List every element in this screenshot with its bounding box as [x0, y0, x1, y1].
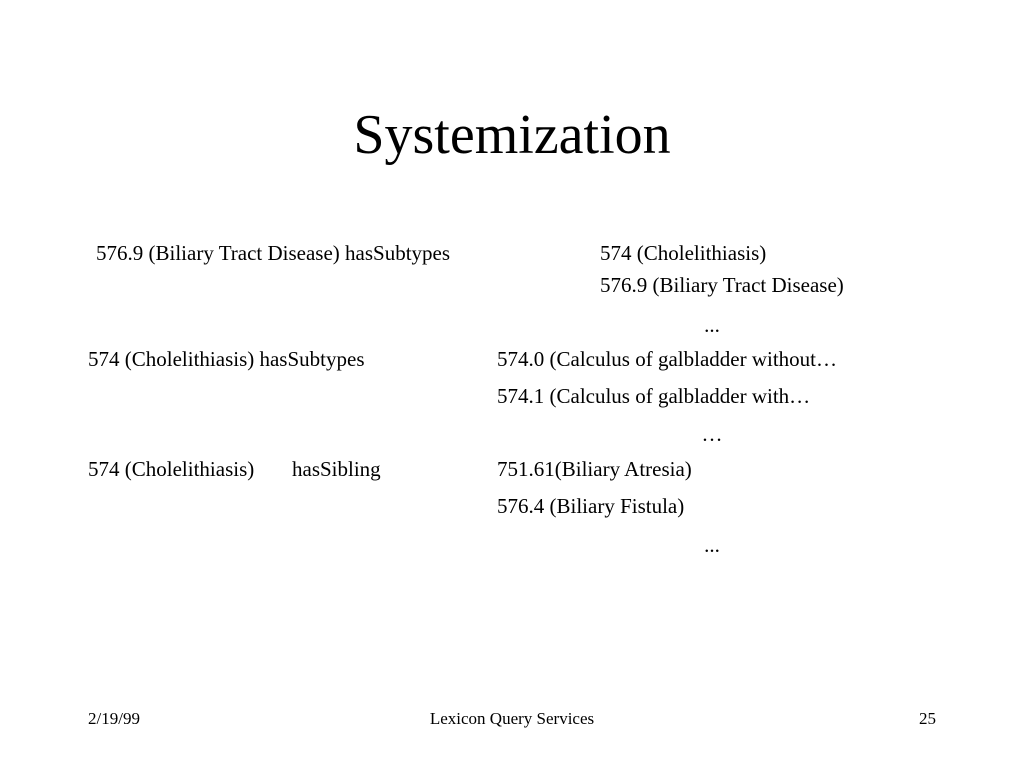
relation-3-subject-term: 574 (Cholelithiasis)	[88, 457, 255, 481]
relation-2-subject: 574 (Cholelithiasis) hasSubtypes	[88, 347, 365, 371]
slide-title: Systemization	[353, 104, 671, 166]
relation-3-ellipsis: ...	[704, 533, 720, 557]
relation-1-ellipsis: ...	[704, 313, 720, 337]
footer-center-text: Lexicon Query Services	[429, 709, 595, 728]
relation-2-object-1: 574.0 (Calculus of galbladder without…	[497, 347, 838, 371]
relation-2-object-2: 574.1 (Calculus of galbladder with…	[497, 384, 811, 408]
relation-1-subject: 576.9 (Biliary Tract Disease) hasSubtypes	[96, 241, 451, 265]
relation-3-subject-relation: hasSibling	[292, 457, 381, 481]
relation-3-object-2: 576.4 (Biliary Fistula)	[497, 494, 685, 518]
footer-page-number: 25	[919, 709, 936, 728]
relation-1-object-1: 574 (Cholelithiasis)	[600, 241, 767, 265]
footer-date: 2/19/99	[88, 709, 140, 728]
relation-1-object-2: 576.9 (Biliary Tract Disease)	[600, 273, 844, 297]
relation-2-ellipsis: …	[701, 422, 723, 446]
relation-3-object-1: 751.61(Biliary Atresia)	[497, 457, 692, 481]
